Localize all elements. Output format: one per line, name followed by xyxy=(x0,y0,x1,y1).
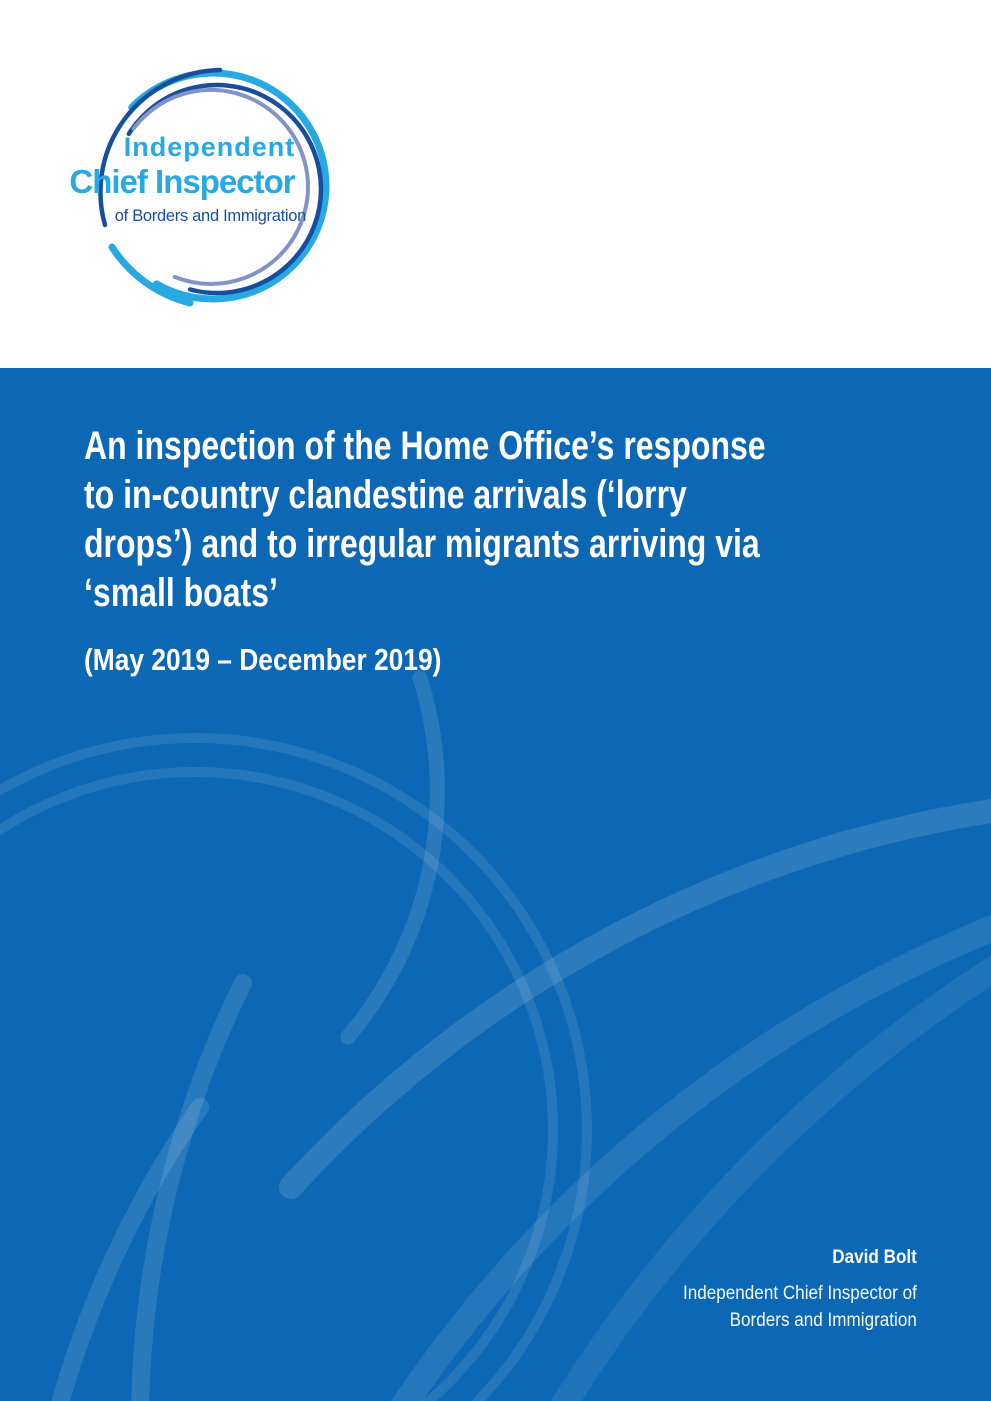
cover-blue-panel xyxy=(0,368,991,1401)
title-line-2: to in-country clandestine arrivals (‘lorry xyxy=(84,473,687,517)
logo-text-tagline: of Borders and Immigration xyxy=(114,207,306,225)
title-line-3: drops’) and to irregular migrants arriving via xyxy=(84,522,760,566)
title-line-4: ‘small boats’ xyxy=(84,571,278,615)
author-name: David Bolt xyxy=(832,1247,917,1268)
author-role-line-1: Independent Chief Inspector of xyxy=(683,1283,917,1304)
watermark-swoosh-bottom xyxy=(560,958,991,1401)
icibi-logo xyxy=(57,56,337,320)
logo-text-independent: Independent xyxy=(123,132,296,162)
watermark-drop-arc-2 xyxy=(58,1107,200,1401)
header-white-band xyxy=(0,0,991,368)
cover-title xyxy=(84,422,964,618)
author-role-line-2: Borders and Immigration xyxy=(729,1310,917,1331)
cover-subtitle: (May 2019 – December 2019) xyxy=(84,642,442,677)
title-line-1: An inspection of the Home Office’s response xyxy=(84,424,766,468)
logo-text-chief-inspector: Chief Inspector xyxy=(69,163,295,200)
author-block xyxy=(683,1246,917,1334)
